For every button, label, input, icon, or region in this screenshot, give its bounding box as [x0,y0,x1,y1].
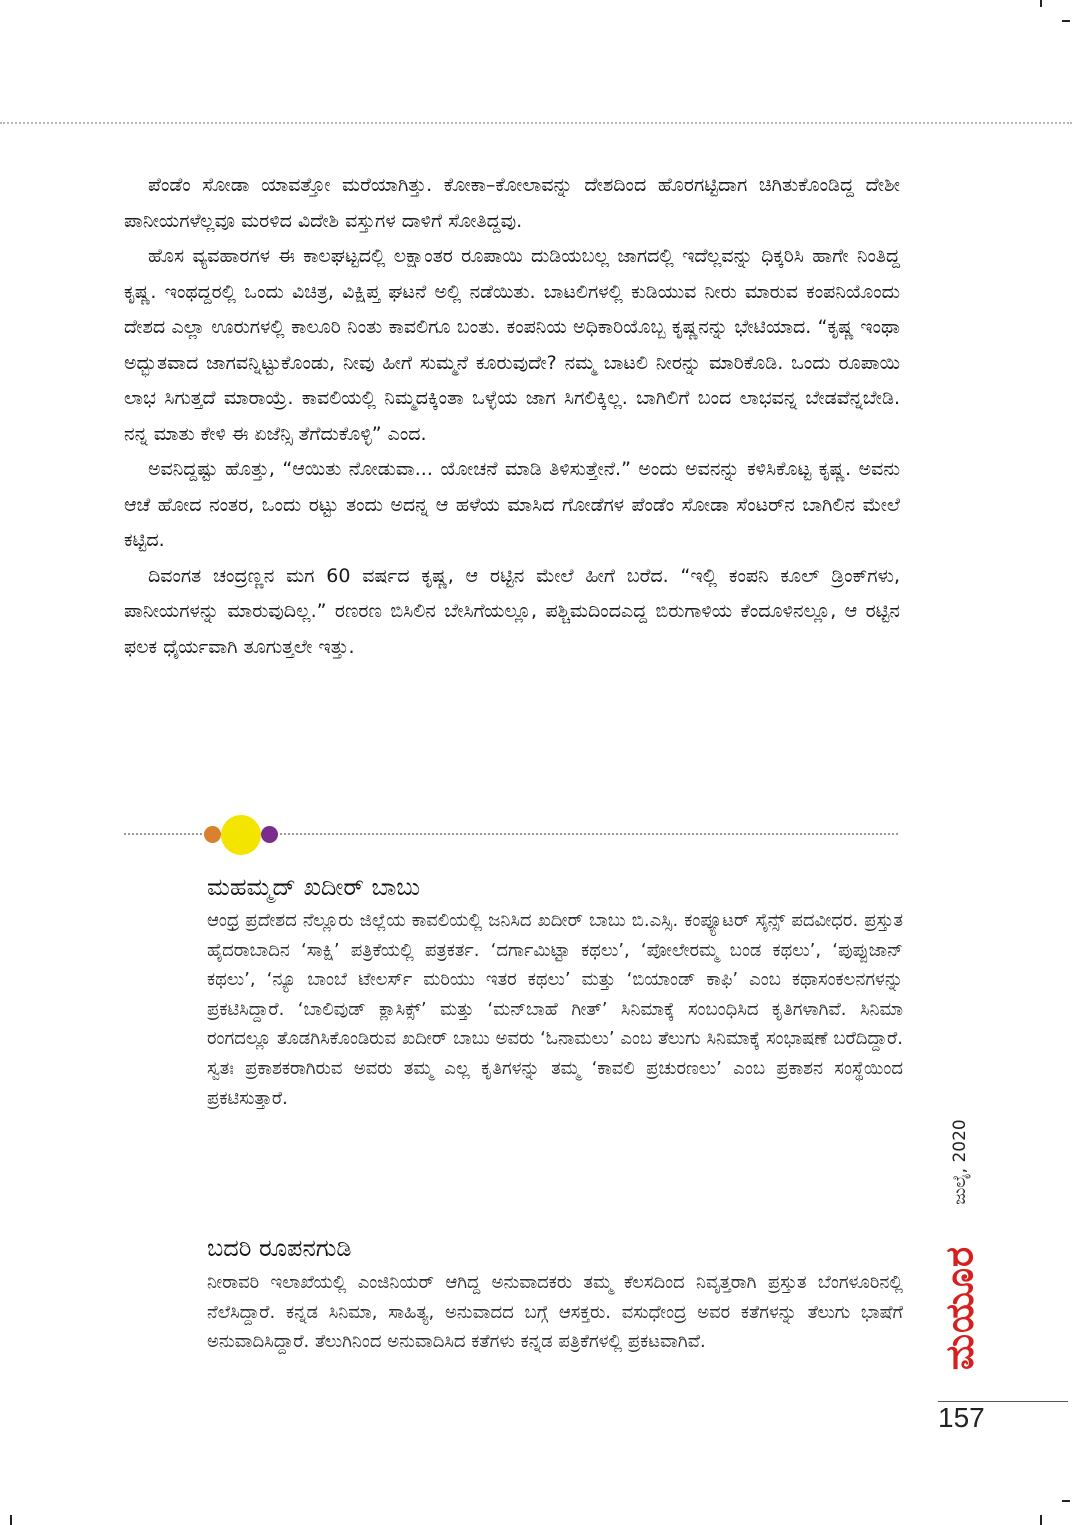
magazine-logo-text: ಮಯೂರ [937,1245,982,1371]
author-name: ಮಹಮ್ಮದ್ ಖದೀರ್ ಬಾಬು [207,873,421,901]
magazine-logo [936,1233,984,1383]
issue-date-label: ಜುಲೈ, 2020 [950,1119,970,1205]
translator-bio: ನೀರಾವರಿ ಇಲಾಖೆಯಲ್ಲಿ ಎಂಜಿನಿಯರ್ ಆಗಿದ್ದ ಅನುವಾದಕರು ತಮ್ಮ ಕೆಲಸದಿಂದ ನಿವೃತ್ತರಾಗಿ ಪ್ರಸ್ತುತ ಬೆಂಗಳೂರಿನಲ್ಲಿ ನೆಲೆಸಿದ್ದಾರೆ. ಕನ್ನಡ ಸಿನಿಮಾ, ಸಾಹಿತ್ಯ, ಅನುವಾದದ ಬಗ್ಗೆ ಆಸಕ್ತರು. ವಸುಧೇಂದ್ರ ಅವರ ಕತೆಗಳನ್ನು ತೆಲುಗು ಭಾಷೆಗೆ ಅನುವಾದಿಸಿದ್ದಾರೆ. ತೆಲುಗಿನಿಂದ ಅನುವಾದಿಸಿದ ಕತೆಗಳು ಕನ್ನಡ ಪತ್ರಿಕೆಗಳಲ್ಲಿ ಪ್ರಕಟವಾಗಿವೆ. [207,1272,903,1353]
story-text [124,168,900,665]
story-paragraph: ಪೆಂಡೆಂ ಸೋಡಾ ಯಾವತ್ತೋ ಮರೆಯಾಗಿತ್ತು. ಕೋಕಾ–ಕೋಲಾವನ್ನು ದೇಶದಿಂದ ಹೊರಗಟ್ಟಿದಾಗ ಚಿಗಿತುಕೊಂಡಿದ್ದ ದೇಶೀ ಪಾನೀಯಗಳೆಲ್ಲವೂ ಮರಳಿದ ವಿದೇಶಿ ವಸ್ತುಗಳ ದಾಳಿಗೆ ಸೋತಿದ್ದವು. [124,174,900,232]
crop-mark-top-right [1062,20,1070,22]
crop-mark-bottom-right [1040,1515,1042,1525]
orange-dot-ornament [204,826,221,843]
crop-mark-bottom-left [10,1515,12,1525]
story-paragraph: ಅವನಿದ್ದಷ್ಟು ಹೊತ್ತು, “ಆಯಿತು ನೋಡುವಾ... ಯೋಚನೆ ಮಾಡಿ ತಿಳಿಸುತ್ತೇನೆ.” ಅಂದು ಅವನನ್ನು ಕಳಿಸಿಕೊಟ್ಟ ಕೃಷ್ಣ. ಅವನು ಆಚೆ ಹೋದ ನಂತರ, ಒಂದು ರಟ್ಟು ತಂದು ಅದನ್ನ ಆ ಹಳೆಯ ಮಾಸಿದ ಗೋಡೆಗಳ ಪೆಂಡೆಂ ಸೋಡಾ ಸೆಂಟರ್‌ನ ಬಾಗಿಲಿನ ಮೇಲೆ ಕಟ್ಟಿದ. [124,458,900,551]
yellow-dot-ornament [221,815,261,855]
purple-dot-ornament [261,826,278,843]
page-number: 157 [938,1402,985,1433]
translator-name: ಬದರಿ ರೂಪನಗುಡಿ [207,1234,352,1262]
crop-mark-top [1040,0,1042,7]
story-paragraph: ದಿವಂಗತ ಚಂದ್ರಣ್ಣನ ಮಗ 60 ವರ್ಷದ ಕೃಷ್ಣ, ಆ ರಟ್ಟಿನ ಮೇಲೆ ಹೀಗೆ ಬರೆದ. “ಇಲ್ಲಿ ಕಂಪನಿ ಕೂಲ್ ಡ್ರಿಂಕ್‌ಗಳು, ಪಾನೀಯಗಳನ್ನು ಮಾರುವುದಿಲ್ಲ.” ರಣರಣ ಬಿಸಿಲಿನ ಬೇಸಿಗೆಯಲ್ಲೂ, ಪಶ್ಚಿಮದಿಂದಎದ್ದ ಬಿರುಗಾಳಿಯ ಕೆಂದೂಳಿನಲ್ಲೂ, ಆ ರಟ್ಟಿನ ಫಲಕ ಧೈರ್ಯವಾಗಿ ತೂಗುತ್ತಲೇ ಇತ್ತು. [124,564,900,658]
top-dotted-rule [0,122,1072,124]
story-paragraph: ಹೊಸ ವ್ಯವಹಾರಗಳ ಈ ಕಾಲಘಟ್ಟದಲ್ಲಿ ಲಕ್ಷಾಂತರ ರೂಪಾಯಿ ದುಡಿಯಬಲ್ಲ ಜಾಗದಲ್ಲಿ ಇದೆಲ್ಲವನ್ನು ಧಿಕ್ಕರಿಸಿ ಹಾಗೇ ನಿಂತಿದ್ದ ಕೃಷ್ಣ. ಇಂಥದ್ದರಲ್ಲಿ ಒಂದು ವಿಚಿತ್ರ, ವಿಕ್ಷಿಪ್ತ ಘಟನೆ ಅಲ್ಲಿ ನಡೆಯಿತು. ಬಾಟಲಿಗಳಲ್ಲಿ ಕುಡಿಯುವ ನೀರು ಮಾರುವ ಕಂಪನಿಯೊಂದು ದೇಶದ ಎಲ್ಲಾ ಊರುಗಳಲ್ಲಿ ಕಾಲೂರಿ ನಿಂತು ಕಾವಲಿಗೂ ಬಂತು. ಕಂಪನಿಯ ಅಧಿಕಾರಿಯೊಬ್ಬ ಕೃಷ್ಣನನ್ನು ಭೇಟಿಯಾದ. “ಕೃಷ್ಣ ಇಂಥಾ ಅದ್ಭುತವಾದ ಜಾಗವನ್ನಿಟ್ಟುಕೊಂಡು, ನೀವು ಹೀಗೆ ಸುಮ್ಮನೆ ಕೂರುವುದೇ? ನಮ್ಮ ಬಾಟಲಿ ನೀರನ್ನು ಮಾರಿಕೊಡಿ. ಒಂದು ರೂಪಾಯಿ ಲಾಭ ಸಿಗುತ್ತದೆ ಮಾರಾಯ್ರೆ. ಕಾವಲಿಯಲ್ಲಿ ನಿಮ್ಮದಕ್ಕಿಂತಾ ಒಳ್ಳೆಯ ಜಾಗ ಸಿಗಲಿಕ್ಕಿಲ್ಲ. ಬಾಗಿಲಿಗೆ ಬಂದ ಲಾಭವನ್ನ ಬೇಡವೆನ್ನಬೇಡಿ. ನನ್ನ ಮಾತು ಕೇಳಿ ಈ ಏಜೆನ್ಸಿ ತೆಗೆದುಕೊಳ್ಳಿ” ಎಂದ. [124,245,900,445]
issue-date [948,1102,972,1222]
crop-mark-right-bottom [1062,1500,1070,1502]
author-bio: ಆಂಧ್ರ ಪ್ರದೇಶದ ನೆಲ್ಲೂರು ಜಿಲ್ಲೆಯ ಕಾವಲಿಯಲ್ಲಿ ಜನಿಸಿದ ಖದೀರ್ ಬಾಬು ಬಿ.ಎಸ್ಸಿ. ಕಂಪ್ಯೂಟರ್ ಸೈನ್ಸ್ ಪದವೀಧರ. ಪ್ರಸ್ತುತ ಹೈದರಾಬಾದಿನ ‘ಸಾಕ್ಷಿ’ ಪತ್ರಿಕೆಯಲ್ಲಿ ಪತ್ರಕರ್ತ. ‘ದರ್ಗಾಮಿಟ್ಟಾ ಕಥಲು’, ‘ಪೋಲೇರಮ್ಮ ಬಂಡ ಕಥಲು’, ‘ಪುಪ್ಪುಜಾನ್ ಕಥಲು’, ‘ನ್ಯೂ ಬಾಂಬೆ ಟೇಲರ್ಸ್ ಮರಿಯು ಇತರ ಕಥಲು’ ಮತ್ತು ‘ಬಿಯಾಂಡ್ ಕಾಫಿ’ ಎಂಬ ಕಥಾಸಂಕಲನಗಳನ್ನು ಪ್ರಕಟಿಸಿದ್ದಾರೆ. ‘ಬಾಲಿವುಡ್ ಕ್ಲಾಸಿಕ್ಸ್’ ಮತ್ತು ‘ಮನ್‌ಬಾಹೆ ಗೀತ್’ ಸಿನಿಮಾಕ್ಕೆ ಸಂಬಂಧಿಸಿದ ಕೃತಿಗಳಾಗಿವೆ. ಸಿನಿಮಾ ರಂಗದಲ್ಲೂ ತೊಡಗಿಸಿಕೊಂಡಿರುವ ಖದೀರ್ ಬಾಬು ಅವರು ‘ಓನಾಮಲು’ ಎಂಬ ತೆಲುಗು ಸಿನಿಮಾಕ್ಕೆ ಸಂಭಾಷಣೆ ಬರೆದಿದ್ದಾರೆ. ಸ್ವತಃ ಪ್ರಕಾಶಕರಾಗಿರುವ ಅವರು ತಮ್ಮ ಎಲ್ಲ ಕೃತಿಗಳನ್ನು ತಮ್ಮ ‘ಕಾವಲಿ ಪ್ರಚುರಣಲು’ ಎಂಬ ಪ್ರಕಾಶನ ಸಂಸ್ಥೆಯಿಂದ ಪ್ರಕಟಿಸುತ್ತಾರೆ. [207,910,903,1109]
